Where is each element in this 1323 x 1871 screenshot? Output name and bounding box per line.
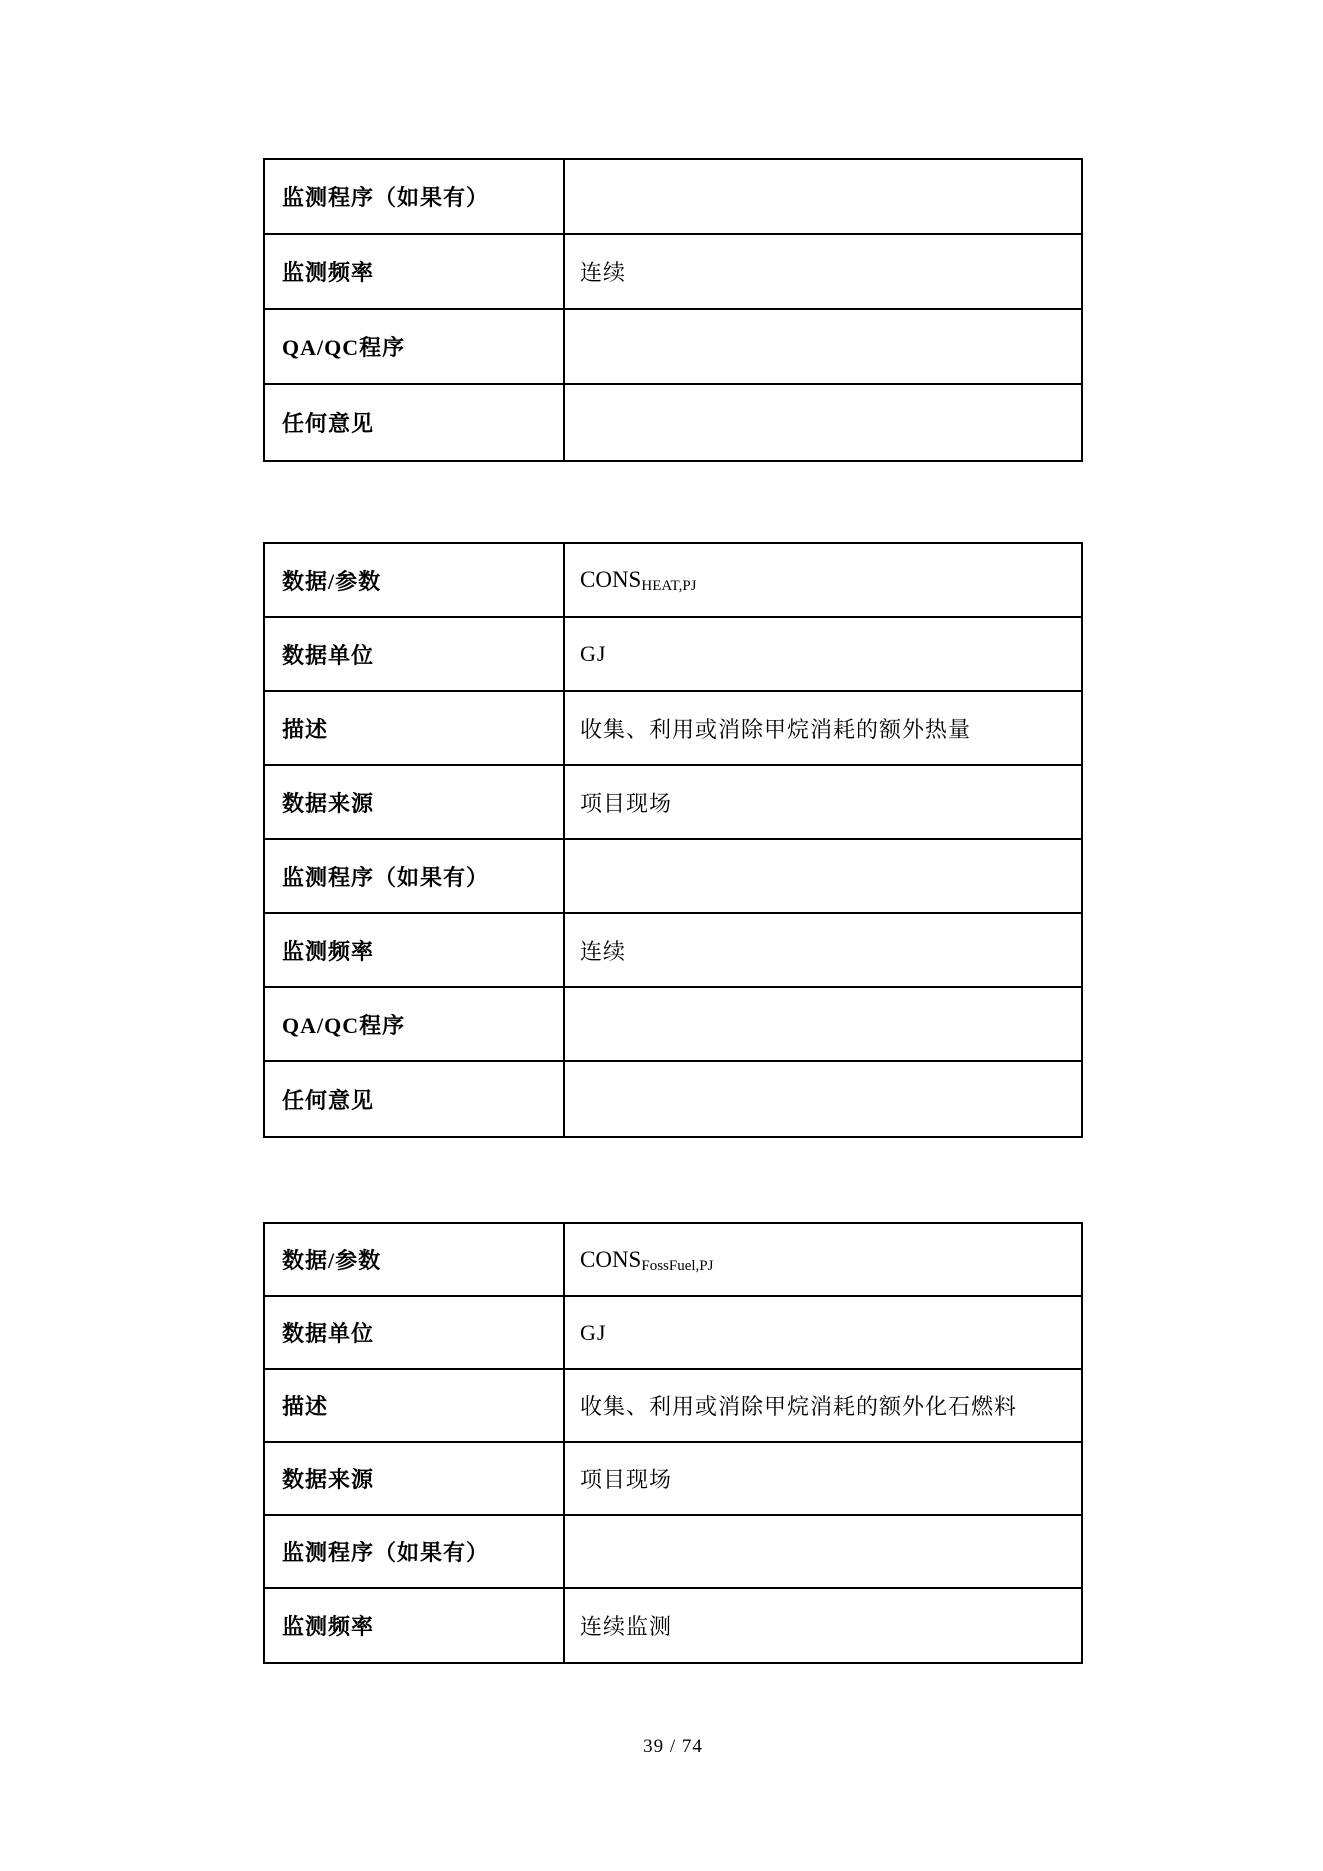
row-label: 数据来源 xyxy=(265,1443,565,1514)
parameter-symbol: CONS xyxy=(580,567,642,592)
table-row xyxy=(265,1516,1081,1589)
row-value xyxy=(565,385,1081,460)
row-label: 描述 xyxy=(265,692,565,764)
row-label: 监测频率 xyxy=(265,1589,565,1662)
table-cons-heat-pj xyxy=(263,542,1083,1138)
row-value xyxy=(565,988,1081,1060)
row-value: GJ xyxy=(580,641,607,666)
row-label: 监测程序（如果有） xyxy=(265,1516,565,1587)
table-row xyxy=(265,1297,1081,1370)
row-label: 监测程序（如果有） xyxy=(265,840,565,912)
table-row xyxy=(265,914,1081,988)
row-label: 描述 xyxy=(265,1370,565,1441)
row-label: 任何意见 xyxy=(265,385,565,460)
table-row xyxy=(265,160,1081,235)
row-value xyxy=(565,310,1081,383)
table-row xyxy=(265,1062,1081,1136)
table-row xyxy=(265,692,1081,766)
row-label: 监测频率 xyxy=(265,235,565,308)
row-value xyxy=(565,1062,1081,1136)
table-row xyxy=(265,310,1081,385)
row-value xyxy=(565,1516,1081,1587)
table-row xyxy=(265,988,1081,1062)
table-row xyxy=(265,1443,1081,1516)
row-value: GJ xyxy=(580,1319,607,1345)
row-value: 连续 xyxy=(580,260,627,285)
row-label: 数据/参数 xyxy=(265,544,565,616)
row-value: 收集、利用或消除甲烷消耗的额外热量 xyxy=(580,716,972,742)
table-row xyxy=(265,1589,1081,1662)
table-row xyxy=(265,1224,1081,1297)
row-label: 数据来源 xyxy=(265,766,565,838)
row-value xyxy=(565,840,1081,912)
row-label: 数据/参数 xyxy=(265,1224,565,1295)
parameter-value: CONS $_{FossFuel,PJ}$ xyxy=(580,1246,714,1274)
table-row xyxy=(265,840,1081,914)
row-label: 数据单位 xyxy=(265,1297,565,1368)
row-label: 任何意见 xyxy=(265,1062,565,1136)
row-label: 数据单位 xyxy=(265,618,565,690)
row-value: 项目现场 xyxy=(580,1467,673,1492)
table-row xyxy=(265,544,1081,618)
parameter-symbol: CONS xyxy=(580,1246,642,1272)
page-number: 39 / 74 xyxy=(643,1736,703,1757)
table-row xyxy=(265,235,1081,310)
table-row xyxy=(265,766,1081,840)
monitoring-table-continued xyxy=(263,158,1083,462)
table-row xyxy=(265,385,1081,460)
row-label: QA/QC程序 xyxy=(265,988,565,1060)
table-row xyxy=(265,1370,1081,1443)
row-label: QA/QC程序 xyxy=(265,310,565,383)
table-cons-fossfuel-pj xyxy=(263,1222,1083,1664)
parameter-value: CONS $_{HEAT,PJ}$ xyxy=(580,567,697,594)
row-value xyxy=(565,160,1081,233)
row-label: 监测程序（如果有） xyxy=(265,160,565,233)
row-value: 项目现场 xyxy=(580,790,673,816)
table-row xyxy=(265,618,1081,692)
row-value: 连续 xyxy=(580,938,627,964)
row-value: 收集、利用或消除甲烷消耗的额外化石燃料 xyxy=(580,1394,1018,1419)
row-value: 连续监测 xyxy=(580,1614,673,1639)
row-label: 监测频率 xyxy=(265,914,565,986)
